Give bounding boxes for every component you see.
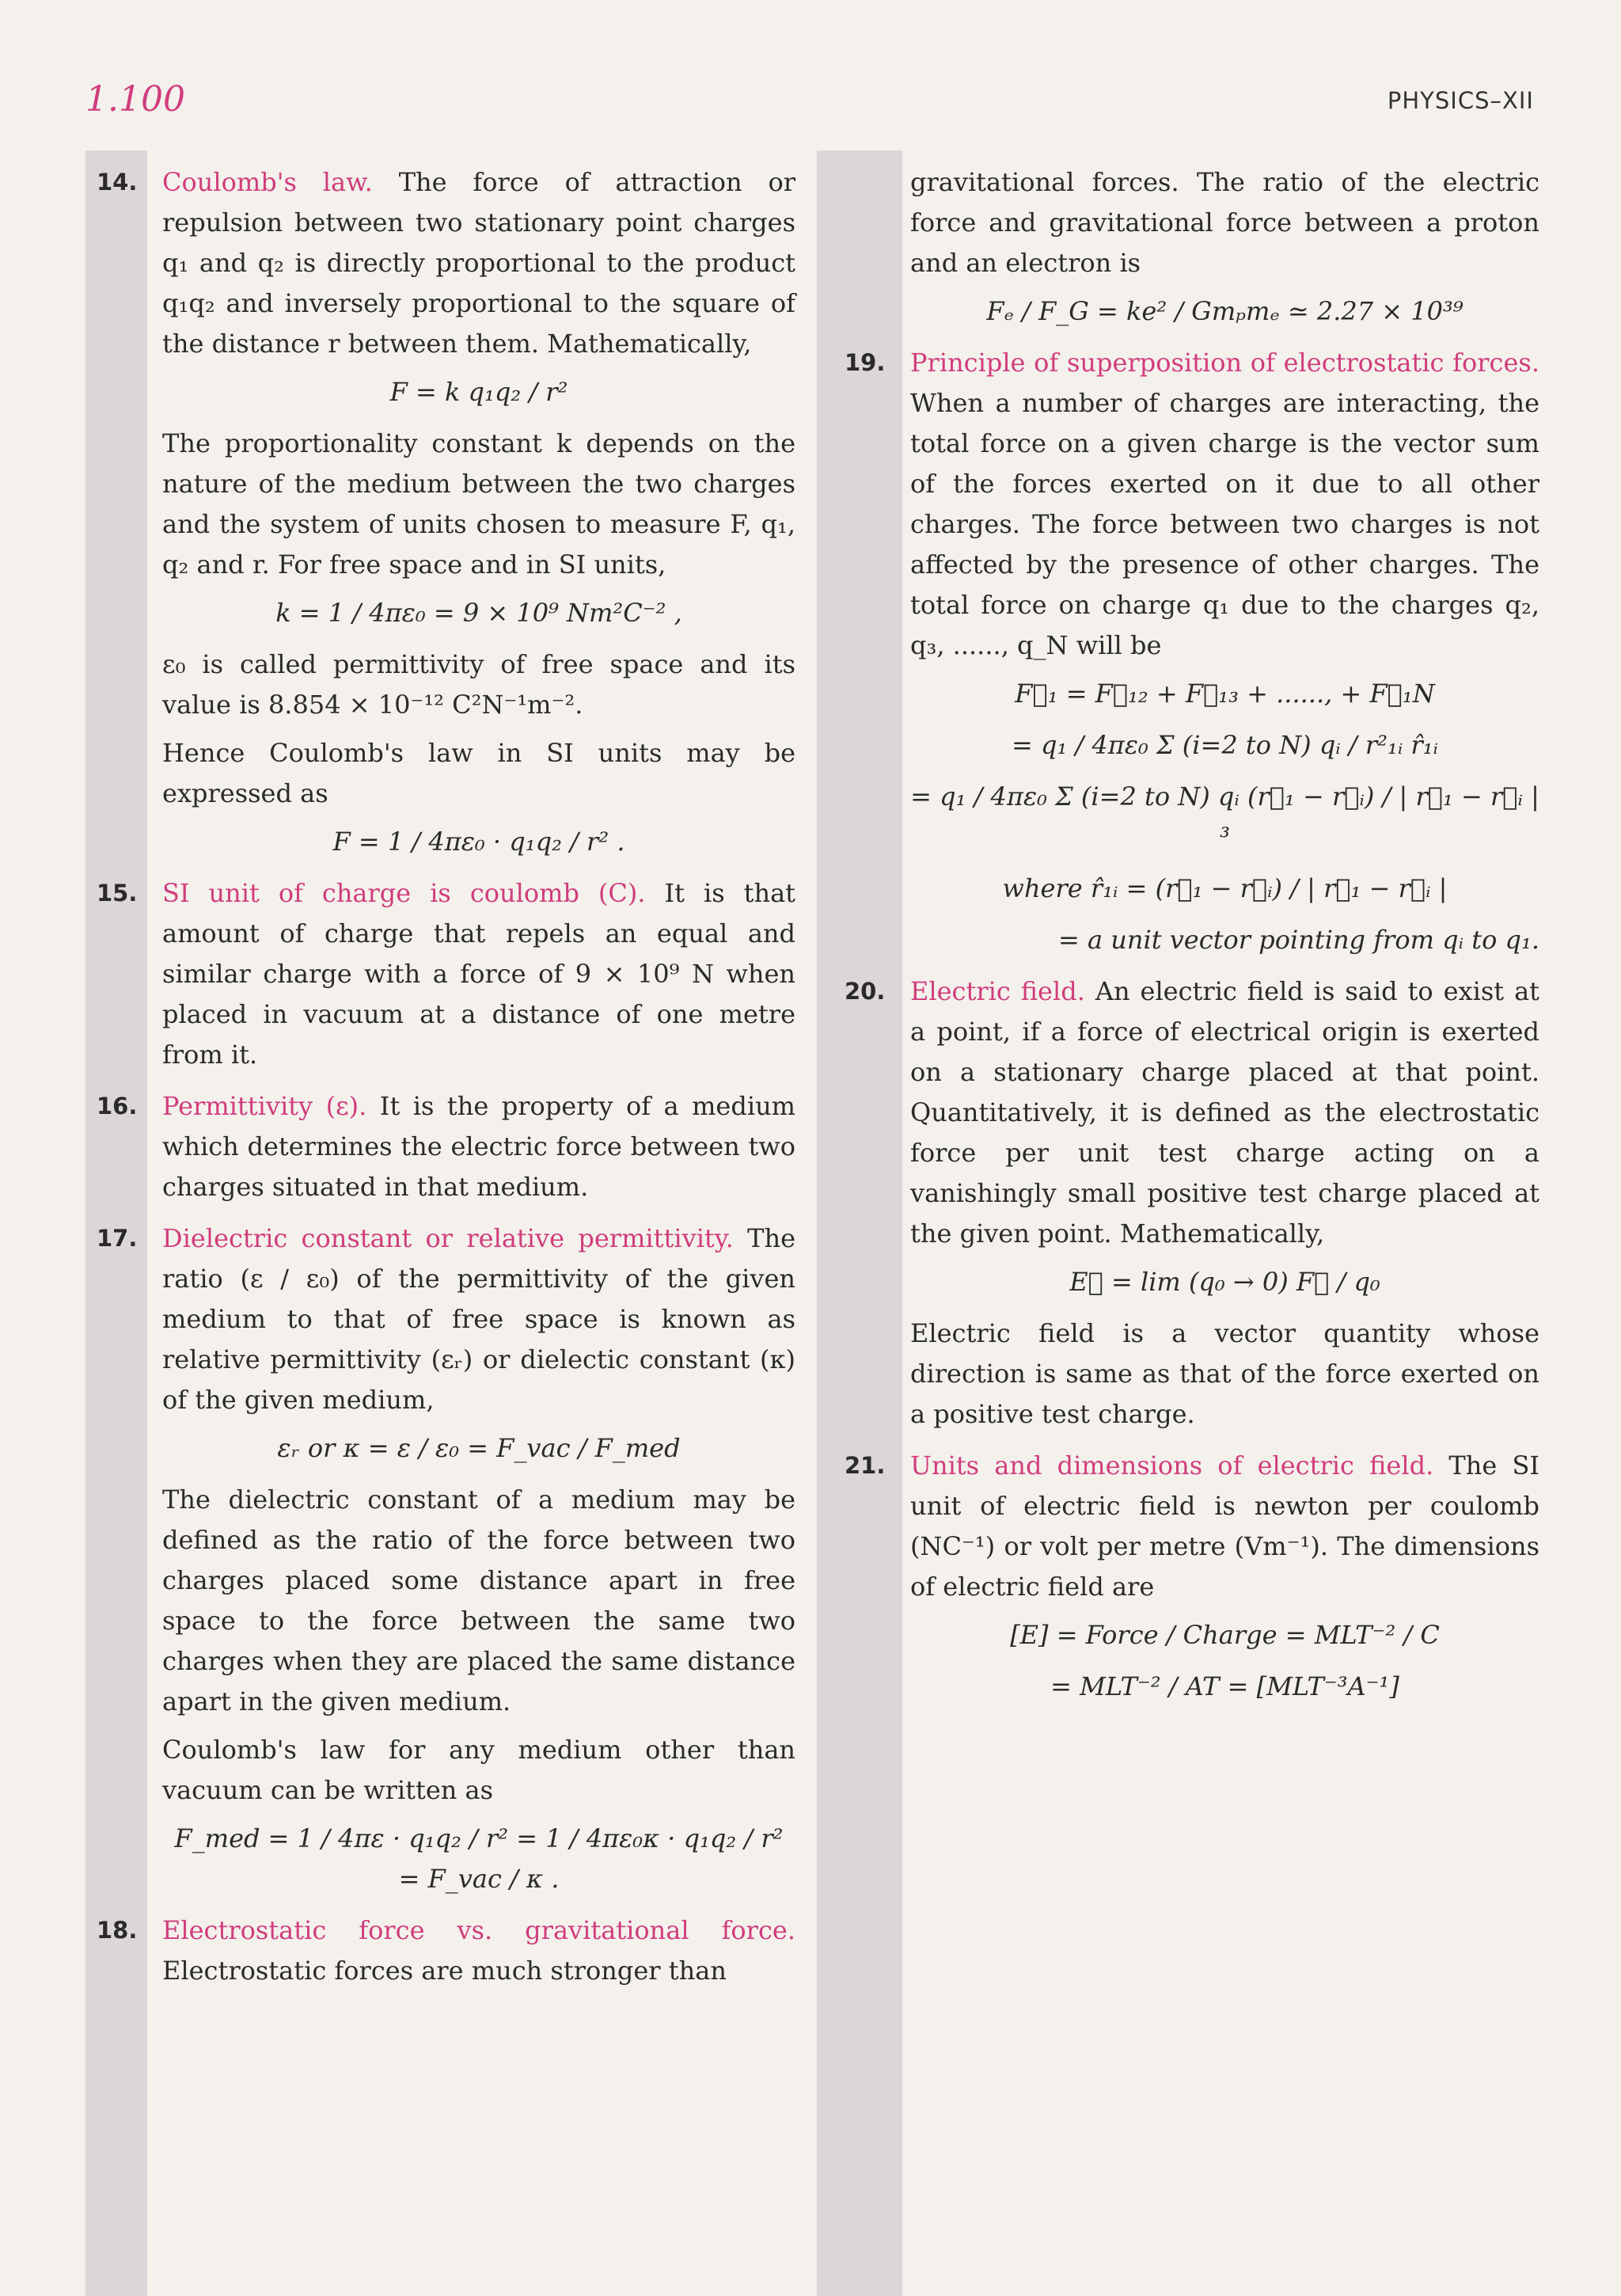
equation: where r̂₁ᵢ = (r⃗₁ − r⃗ᵢ) / | r⃗₁ − r⃗ᵢ | [1002, 873, 1448, 903]
margin-band-middle [817, 150, 902, 2296]
right-column [845, 162, 1540, 1718]
item-number: 15. [97, 880, 138, 907]
equation: F = k q₁q₂ / r² [389, 377, 568, 407]
item-title: Electric field. [910, 976, 1085, 1006]
item-title: Permittivity (ε). [162, 1091, 367, 1121]
item-18-continued [910, 162, 1539, 332]
item-text: It is that amount of charge that repels an equal and similar charge with a force of 9 × 10⁹ N when placed in vacuum at a distance of one metre from it. [162, 878, 795, 1070]
item-text: When a number of charges are interacting, the total force on a given charge is the vector sum of the forces exerted on it due to all other charges. The force between two charges is not affected by the presence of other charges. The total force on charge q₁ due to the charges q₂, q₃, ......, q_N will be [910, 388, 1539, 660]
item-text: The force of attraction or repulsion between two stationary point charges q₁ and q₂ is directly proportional to the product q₁q₂ and inversely proportional to the square of the distance r between them. Mathematically, [162, 167, 796, 359]
item-text: Hence Coulomb's law in SI units may be expressed as [162, 738, 795, 808]
item-number: 17. [97, 1225, 138, 1252]
equation: εᵣ or κ = ε / ε₀ = F_vac / F_med [277, 1433, 681, 1463]
item-14 [97, 162, 796, 862]
item-text: ε₀ is called permittivity of free space and its value is 8.854 × 10⁻¹² C²N⁻¹m⁻². [162, 649, 795, 720]
item-number: 20. [845, 978, 886, 1005]
item-number: 19. [845, 349, 886, 376]
item-15 [97, 873, 795, 1075]
item-title: SI unit of charge is coulomb (C). [162, 878, 646, 908]
item-text: Electric field is a vector quantity whose direction is same as that of the force exerted on a positive test charge. [910, 1318, 1539, 1429]
item-text: Electrostatic forces are much stronger than [162, 1956, 727, 1986]
equation: E⃗ = lim (q₀ → 0) F⃗ / q₀ [1069, 1267, 1380, 1297]
equation: k = 1 / 4πε₀ = 9 × 10⁹ Nm²C⁻² , [275, 598, 682, 628]
item-text: The ratio (ε / ε₀) of the permittivity of the given medium to that of free space is known as relative permittivity (εᵣ) or dielectic constant (κ) of the given medium, [162, 1223, 796, 1415]
equation: = MLT⁻² / AT = [MLT⁻³A⁻¹] [1050, 1671, 1399, 1701]
item-16 [97, 1086, 796, 1207]
page-number: 1.100 [85, 79, 185, 120]
equation: [E] = Force / Charge = MLT⁻² / C [1010, 1620, 1440, 1650]
item-text: The proportionality constant k depends on the nature of the medium between the two charges and the system of units chosen to measure F, q₁, q₂ and r. For free space and in SI units, [162, 428, 795, 580]
item-title: Dielectric constant or relative permittivity. [162, 1223, 734, 1253]
item-text: Coulomb's law for any medium other than vacuum can be written as [162, 1735, 795, 1805]
item-text: The SI unit of electric field is newton per coulomb (NC⁻¹) or volt per metre (Vm⁻¹). The dimensions of electric field are [910, 1450, 1539, 1602]
equation: = q₁ / 4πε₀ Σ (i=2 to N) qᵢ / r²₁ᵢ r̂₁ᵢ [1012, 730, 1438, 760]
item-number: 14. [97, 169, 138, 196]
item-17 [97, 1218, 796, 1899]
equation: F⃗₁ = F⃗₁₂ + F⃗₁₃ + ......, + F⃗₁N [1015, 679, 1435, 709]
item-text: gravitational forces. The ratio of the electric force and gravitational force between a proton and an electron is [910, 167, 1539, 278]
item-21 [845, 1446, 1539, 1707]
item-title: Units and dimensions of electric field. [910, 1450, 1434, 1481]
left-column [97, 162, 796, 2002]
item-number: 16. [97, 1093, 138, 1119]
running-head: PHYSICS–XII [1387, 87, 1534, 114]
item-title: Coulomb's law. [162, 167, 373, 197]
equation: = q₁ / 4πε₀ Σ (i=2 to N) qᵢ (r⃗₁ − r⃗ᵢ) / | r⃗₁ − r⃗ᵢ |³ [910, 781, 1539, 852]
item-text: An electric field is said to exist at a point, if a force of electrical origin is exerted on a stationary charge placed at that point. Quantitatively, it is defined as the electrostatic force per unit test charge acting on a vanishingly small positive test charge placed at the given point. Mathematically, [910, 976, 1540, 1249]
equation: F = 1 / 4πε₀ · q₁q₂ / r² . [332, 827, 625, 857]
equation: F_med = 1 / 4πε · q₁q₂ / r² = 1 / 4πε₀κ · q₁q₂ / r² = F_vac / κ . [174, 1823, 784, 1894]
equation: = a unit vector pointing from qᵢ to q₁. [1058, 925, 1539, 955]
item-text: It is the property of a medium which determines the electric force between two charges situated in that medium. [162, 1091, 796, 1202]
item-number: 21. [845, 1452, 886, 1479]
item-text: The dielectric constant of a medium may be defined as the ratio of the force between two charges placed some distance apart in free space to the force between the same two charges when they are placed the same distance apart in the given medium. [162, 1484, 795, 1716]
item-20 [845, 971, 1540, 1435]
item-19 [845, 343, 1539, 960]
item-18 [97, 1910, 795, 1991]
equation: Fₑ / F_G = ke² / Gmₚmₑ ≃ 2.27 × 10³⁹ [986, 296, 1463, 326]
item-number: 18. [97, 1917, 138, 1944]
item-title: Electrostatic force vs. gravitational force. [162, 1915, 795, 1945]
item-title: Principle of superposition of electrostatic forces. [910, 348, 1539, 378]
